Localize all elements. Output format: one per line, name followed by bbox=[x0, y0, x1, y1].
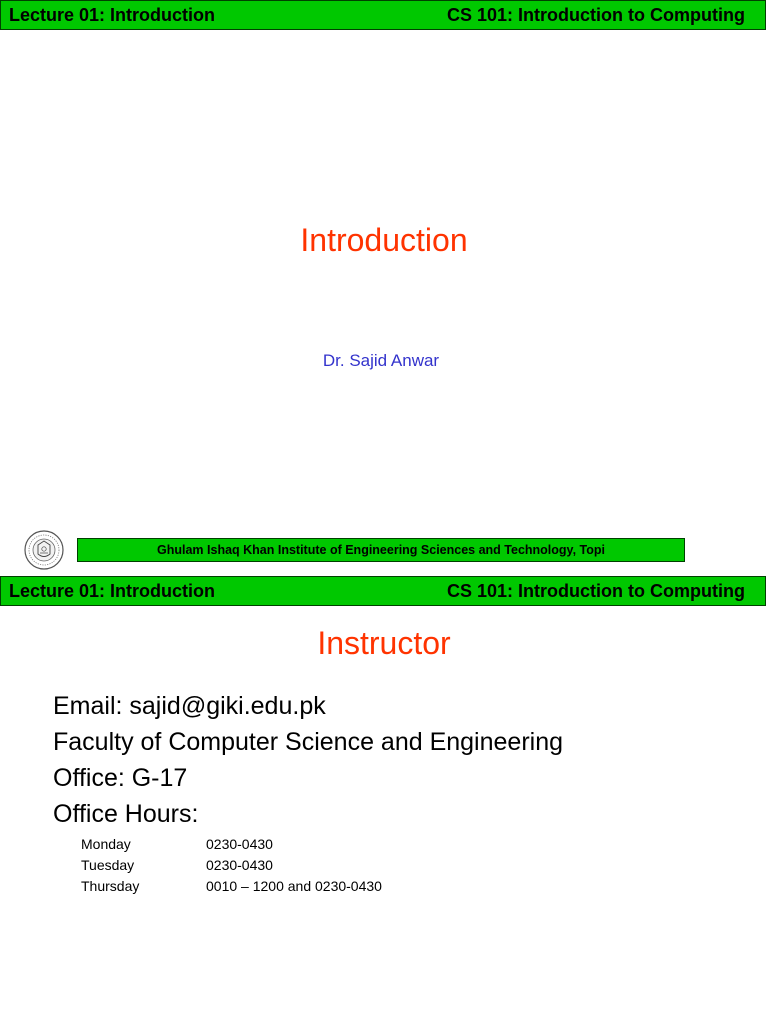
lecture-label: Lecture 01: Introduction bbox=[9, 580, 216, 601]
slide-header-bar bbox=[0, 576, 766, 606]
office-hours-time: 0010 – 1200 and 0230-0430 bbox=[206, 877, 382, 894]
institute-footer: Ghulam Ishaq Khan Institute of Engineering Sciences and Technology, Topi bbox=[77, 538, 685, 562]
course-label: CS 101: Introduction to Computing bbox=[447, 580, 745, 601]
office-hours-table bbox=[81, 833, 382, 896]
slide-title: Instructor bbox=[317, 625, 451, 661]
lecture-label: Lecture 01: Introduction bbox=[9, 4, 216, 25]
office-hours-day: Monday bbox=[81, 835, 131, 852]
email-line: Email: sajid@giki.edu.pk bbox=[53, 692, 326, 720]
faculty-line: Faculty of Computer Science and Engineering bbox=[53, 728, 564, 756]
instructor-info-list bbox=[53, 688, 563, 832]
presenter-name: Dr. Sajid Anwar bbox=[322, 351, 440, 370]
office-hours-time: 0230-0430 bbox=[206, 835, 273, 852]
office-hours-row bbox=[81, 854, 382, 875]
course-label: CS 101: Introduction to Computing bbox=[447, 4, 745, 25]
institute-seal-icon bbox=[24, 530, 64, 570]
office-hours-row bbox=[81, 833, 382, 854]
office-hours-heading: Office Hours: bbox=[53, 800, 199, 828]
slide-title: Introduction bbox=[300, 222, 468, 258]
office-hours-time: 0230-0430 bbox=[206, 856, 273, 873]
office-line: Office: G-17 bbox=[53, 764, 188, 792]
office-hours-day: Thursday bbox=[81, 877, 140, 894]
office-hours-day: Tuesday bbox=[81, 856, 135, 873]
office-hours-row bbox=[81, 875, 382, 896]
slide-header-bar bbox=[0, 0, 766, 30]
slide-instructor bbox=[0, 576, 768, 1024]
